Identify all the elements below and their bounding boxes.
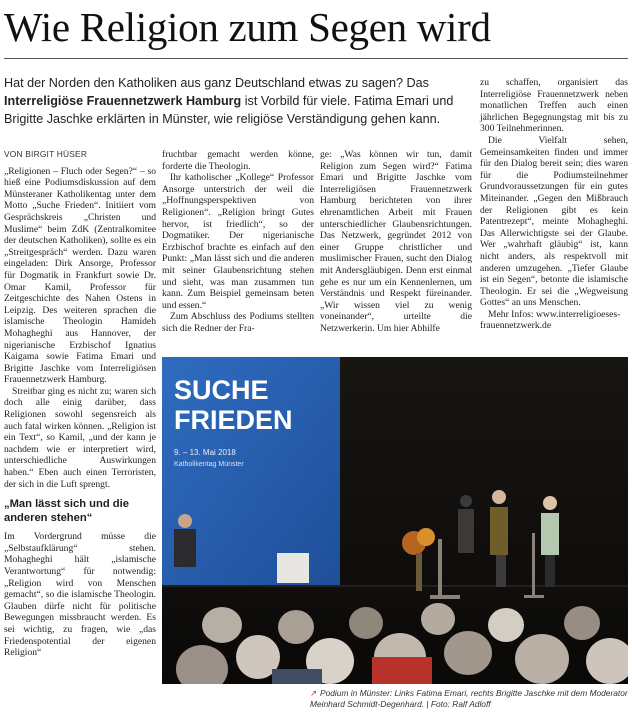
headline-rule (4, 58, 628, 59)
banner-subtitle: Katholikentag Münster (174, 461, 244, 468)
more-info-link[interactable]: Mehr Infos: www.interreligioeses-frauennetzwerk.de (480, 308, 621, 332)
podium-photo-illustration (162, 357, 628, 684)
col1-paragraph-1: „Religionen – Fluch oder Segen?“ – so hieß eine Podiumsdiskussion auf dem Münsteraner Katholikentag unter dem Motto „Suche Frieden“. Initiiert vom Gesprächskreis „Christen und Muslime“ beim ZdK (Zentralkomitee der deutschen Katholiken), sollte es ein „Streitgespräch“ werden. Dazu waren eingeladen: Dirk Ansorge, Professor für Dogmatik in Frankfurt sowie Dr. Omar Kamil, Professor für Zeitgeschichte des Nahen Ostens in Leipzig. Des weiteren sprachen die islamische Theologin Hamideh Mohagheghi aus Hannover, der nigerianische Erzbischof Ignatius Kaigama sowie Fatima Emari und Brigitte Jaschke vom Interreligiösen Frauennetzwerk Hamburg. (4, 165, 156, 386)
photo-caption (310, 688, 628, 710)
caption-arrow-icon: ↗ (310, 688, 318, 698)
col4-paragraph-2: Die Vielfalt sehen, Gemeinsamkeiten finden und immer für den Dialog bereit sein; dies waren für die Podiumsteilnehmer Grundvoraussetzungen für ein gutes Miteinander. „Gegen den Mißbrauch der Religionen gibt es kein Patentrezept“, meinte Mohagheghi. Das Allerwichtigste sei der Glaube. Wer „wahrhaft gläubig“ ist, kann nicht anders, als respektvoll mit anderen umzugehen. „Tiefer Glaube ist ein Segen“, betonte die islamische Theologin. Er sei die „Wegweisung Gottes“ an uns Menschen. (480, 134, 628, 309)
col2-paragraph-1: fruchtbar gemacht werden könne, forderte die Theologin. (162, 149, 314, 172)
column-2 (162, 149, 314, 335)
article-lead (4, 74, 470, 128)
col4-paragraph-1: zu schaffen, organisiert das Interreligiöse Frauennetzwerk neben monatlichen Treffen auch einen jährlichen Begegnungstag mit bis zu 300 Teilnehmerinnen. (480, 77, 628, 135)
byline: VON BIRGIT HÜSER (4, 149, 88, 159)
col1-paragraph-3: Im Vordergrund müsse die „Selbstaufklärung“ stehen. Mohagheghi hält „islamische Verantwortung“ für notwendig: „Religion wird von Menschen gemacht“, so die islamische Theologin. Glauben dürfe nicht für politische Bewegungen missbraucht werden. Es sei wichtig, zu fragen, wie „das Friedenspotential der eigenen Religion“ (4, 531, 156, 659)
column-3 (320, 149, 472, 335)
event-photo (162, 357, 628, 684)
caption-text: Podium in Münster: Links Fatima Emari, rechts Brigitte Jaschke mit dem Moderator Meinhard Schmidt-Degenhard. | Foto: Ralf Adloff (310, 688, 628, 709)
lead-text-start: Hat der Norden den Katholiken aus ganz Deutschland etwas zu sagen? Das (4, 76, 429, 90)
article-headline: Wie Religion zum Segen wird (4, 4, 491, 50)
banner-date: 9. – 13. Mai 2018 (174, 448, 236, 457)
col3-paragraph-1: ge: „Was können wir tun, damit Religion zum Segen wird?“ Fatima Emari und Brigitte Jaschke vom Interreligiösen Frauennetzwerk Hamburg berichteten von ihrer ehrenamtlichen Arbeit mit Frauen unterschiedlicher Glaubensrichtungen. Das Netzwerk, gegründet 2012 von einer Gruppe christlicher und muslimischer Frauen, sucht den Dialog mit Andersgläubigen. Denn erst einmal gehe es nur um ein Kennenlernen, um Verständnis und Respekt füreinander. „Wir wissen viel zu wenig voneinander“, urteilte die Netzwerkerin. Um hier Abhilfe (320, 149, 472, 334)
subheading: „Man lässt sich und die anderen stehen“ (4, 498, 129, 524)
col2-paragraph-2: Ihr katholischer „Kollege“ Professor Ansorge unterstrich der weil die „Hoffnungsperspektiven von Religionen“. „Religion bringt Gutes hervor, ist friedlich“, so der Dogmatiker. Der nigerianische Erzbischof brachte es einfach auf den Punkt: „Man lässt sich und die anderen mit seiner Glaubensrichtung stehen und sieht, was man zusammen tun kann. Zum Beispiel gemeinsam beten und essen.“ (162, 172, 314, 311)
column-4 (480, 77, 628, 332)
column-1 (4, 149, 156, 659)
banner-line-1: SUCHE (174, 375, 269, 405)
col1-paragraph-2: Streitbar ging es nicht zu; waren sich doch alle einig darüber, dass Religionen sowohl segensreich als auch fatal wirken können. „Religion ist ein Text“, so Kamil, „und der kann je nachdem wie er interpretiert wird, unterschiedliche Auswirkungen haben.“ Eben auch einen Terroristen, der sich in die Luft sprengt. (4, 385, 156, 490)
banner-line-2: FRIEDEN (174, 405, 293, 435)
lead-bold-network: Interreligiöse Frauennetzwerk Hamburg (4, 94, 242, 108)
lead-text-end: ist Vorbild für viele. Fatima Emari und Brigitte Jaschke erklärten in Münster, wie religiöse Verständigung gehen kann. (4, 94, 454, 126)
col2-paragraph-3: Zum Abschluss des Podiums stellten sich die Redner der Fra- (162, 311, 314, 334)
